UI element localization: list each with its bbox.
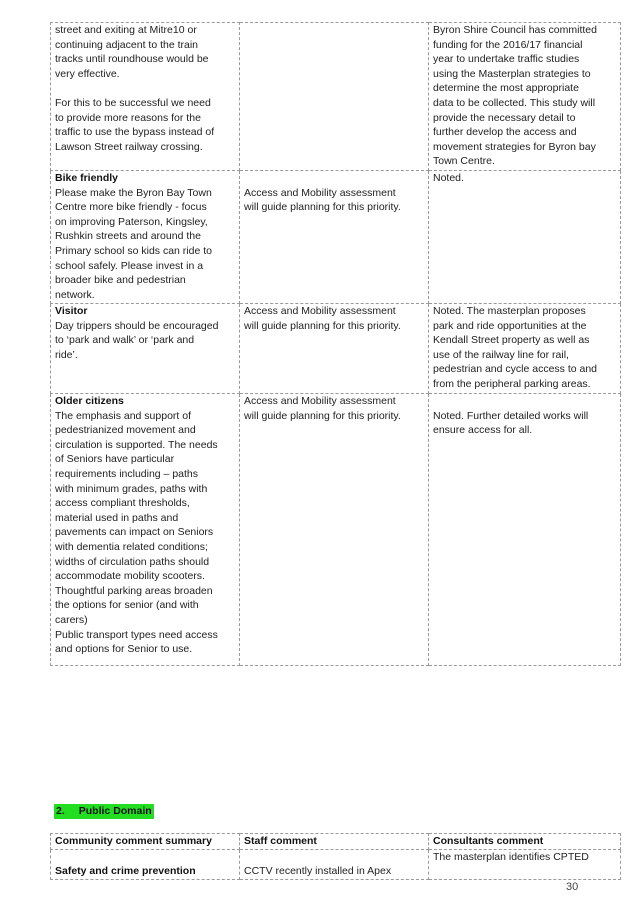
section-number: 2. <box>56 805 65 817</box>
table-row <box>51 304 621 394</box>
public-domain-table <box>50 833 621 880</box>
community-cell <box>51 394 240 666</box>
community-text: Please make the Byron Bay Town Centre more bike friendly - focus on improving Paterson, Kingsley, Rushkin streets and around the Primary school so kids can ride to school safely. Please invest in a broader bike and pedestrian network. <box>55 186 212 301</box>
row-heading: Visitor <box>55 305 88 317</box>
table-header-row <box>51 834 621 850</box>
community-cell <box>51 304 240 394</box>
consultants-text: Noted. The masterplan proposes park and ride opportunities at the Kendall Street property as well as use of the railway line for rail, pedestrian and cycle access to and from the peripheral parking areas. <box>433 305 598 390</box>
community-text: Day trippers should be encouraged to ‘park and walk’ or ‘park and ride’. <box>55 319 219 361</box>
community-cell <box>51 23 240 171</box>
section-heading <box>54 804 154 819</box>
staff-cell <box>240 849 429 879</box>
consultants-cell <box>429 23 621 171</box>
table-row <box>51 23 621 171</box>
table-row <box>51 849 621 879</box>
table-row <box>51 171 621 304</box>
column-header-staff: Staff comment <box>240 834 429 850</box>
row-heading: Older citizens <box>55 395 124 407</box>
row-heading: Safety and crime prevention <box>55 865 196 878</box>
staff-text: CCTV recently installed in Apex <box>244 865 392 878</box>
page-number: 30 <box>566 881 579 893</box>
staff-cell <box>240 304 429 394</box>
row-heading: Bike friendly <box>55 172 119 184</box>
table-row <box>51 394 621 666</box>
staff-cell <box>240 23 429 171</box>
community-cell <box>51 171 240 304</box>
consultants-cell <box>429 171 621 304</box>
column-header-consultants: Consultants comment <box>429 834 621 850</box>
consultants-text: Noted. <box>433 172 464 184</box>
staff-text: Access and Mobility assessment will guide planning for this priority. <box>244 395 401 422</box>
staff-text: Access and Mobility assessment will guide planning for this priority. <box>244 305 401 332</box>
consultants-cell <box>429 849 621 879</box>
community-cell <box>51 849 240 879</box>
community-text: The emphasis and support of pedestrianized movement and circulation is supported. The needs of Seniors have particular requirements including – paths with minimum grades, paths with access compliant thresholds, material used in paths and pavements can impact on Seniors with dementia related conditions; widths of circulation paths should accommodate mobility scooters. Thoughtful parking areas broaden the options for senior (and with carers) Public transport types need access and options for Senior to use. <box>55 409 218 656</box>
consultants-text: The masterplan identifies CPTED <box>433 850 589 863</box>
section-title: Public Domain <box>78 805 152 817</box>
feedback-table-continued <box>50 22 621 666</box>
consultants-text: Byron Shire Council has committed funding for the 2016/17 financial year to undertake traffic studies using the Masterplan strategies to determine the most appropriate data to be collected. This study will provide the necessary detail to further develop the access and movement strategies for Byron bay Town Centre. <box>433 24 597 168</box>
consultants-cell <box>429 394 621 666</box>
column-header-community: Community comment summary <box>51 834 240 850</box>
community-text: street and exiting at Mitre10 or continuing adjacent to the train tracks until roundhouse would be very effective. <box>55 24 209 80</box>
staff-cell <box>240 171 429 304</box>
community-text: For this to be successful we need to provide more reasons for the traffic to use the bypass instead of Lawson Street railway crossing. <box>55 96 215 153</box>
staff-text: Access and Mobility assessment will guide planning for this priority. <box>244 186 401 214</box>
staff-cell <box>240 394 429 666</box>
consultants-text: Noted. Further detailed works will ensure access for all. <box>433 409 589 437</box>
consultants-cell <box>429 304 621 394</box>
